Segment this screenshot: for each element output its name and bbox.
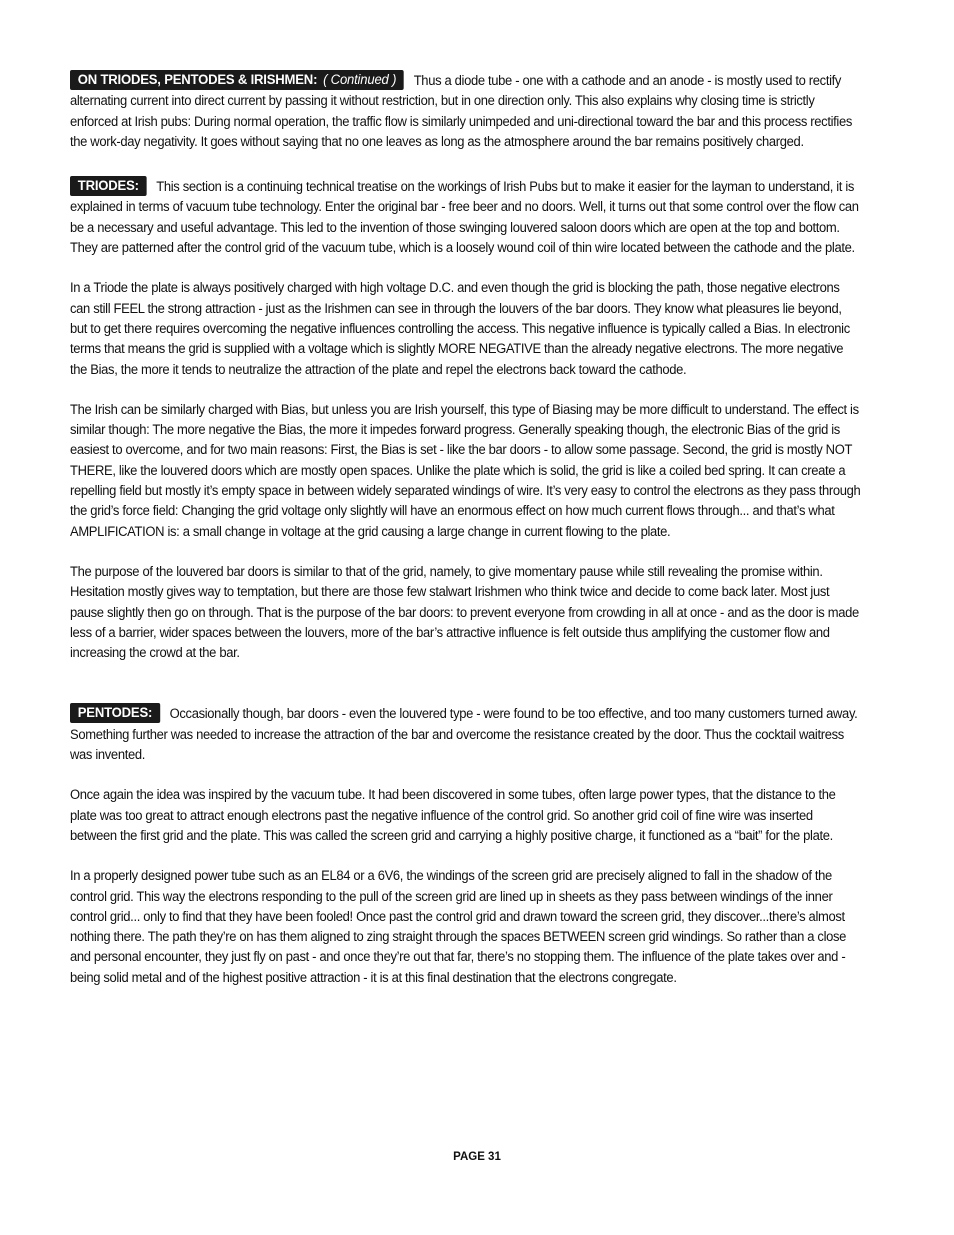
section-heading-pentodes: PENTODES: bbox=[70, 703, 160, 723]
triodes-paragraph-4: The purpose of the louvered bar doors is similar to that of the grid, namely, to give momentary pause while still revealing the promise within. Hesitation mostly gives way to temptation, but there are those few stalwart Irishmen who think twice and decide to come back later. Most just pause slightly then go on through. That is the purpose of the bar doors: to prevent everyone from crowding in all at once - and as the door is made less of a barrier, wider spaces between the louvers, more of the bar’s attractive influence is felt outside thus amplifying the customer flow and increasing the crowd at the bar. bbox=[70, 563, 859, 661]
section-heading-triodes: TRIODES: bbox=[70, 176, 147, 196]
heading-title: ON TRIODES, PENTODES & IRISHMEN: bbox=[77, 72, 318, 87]
triodes-paragraph-1 bbox=[70, 176, 861, 258]
page-body bbox=[70, 70, 885, 988]
page-number: PAGE 31 bbox=[453, 1151, 501, 1163]
heading-continued-label: ( Continued ) bbox=[323, 72, 397, 87]
pentodes-paragraph-3: In a properly designed power tube such as an EL84 or a 6V6, the windings of the screen grid are precisely aligned to fall in the shadow of the control grid. This way the electrons responding to the pull of the screen grid are lined up in sheets as they pass between windings of the inner control grid... only to find that they have been fooled! Once past the control grid and drawn toward the screen grid, they discover...there’s almost nothing there. The path they’re on has them aligned to zing straight through the spaces BETWEEN screen grid windings. So rather than a close and personal encounter, they just fly on past - and once they’re out that far, there’s no stopping them. The influence of the plate takes over and - being solid metal and of the highest positive attraction - it is at this final destination that the electrons congregate. bbox=[70, 868, 847, 985]
paragraph-text: Occasionally though, bar doors - even the louvered type - were found to be too effective, and too many customers turned away. Something further was needed to increase the attraction of the bar and overcome the resistance created by the door. Thus the cocktail waitress was invented. bbox=[70, 706, 858, 763]
intro-text: Thus a diode tube - one with a cathode and an anode - is mostly used to rectify alternating current into direct current by passing it without restriction, but in one direction only. This also explains why closing time is strictly enforced at Irish pubs: During normal operation, the traffic flow is similarly unimpeded and uni-directional toward the bar and this process rectifies the work-day negativity. It goes without saying that no one leaves as long as the atmosphere around the bar remains positively charged. bbox=[70, 73, 852, 149]
intro-paragraph bbox=[70, 70, 861, 152]
section-heading-continued bbox=[70, 70, 404, 90]
pentodes-paragraph-1 bbox=[70, 703, 861, 765]
triodes-paragraph-3: The Irish can be similarly charged with Bias, but unless you are Irish yourself, this type of Biasing may be more difficult to understand. The effect is similar though: The more negative the Bias, the more it impedes forward progress. Generally speaking though, the electronic Bias of the grid is easiest to overcome, and for two main reasons: First, the Bias is set - like the bar doors - to allow some passage. Second, the grid is mostly NOT THERE, like the louvered doors which are mostly open spaces. Unlike the plate which is solid, the grid is like a coiled bed spring. It can create a repelling field but mostly it’s empty space in between widely separated windings of wire. It’s very easy to control the electrons as they pass through the grid’s force field: Changing the grid voltage only slightly will have an enormous effect on how much current flows through... and that’s what AMPLIFICATION is: a small change in voltage at the grid causing a large change in current flowing to the plate. bbox=[70, 401, 861, 539]
pentodes-paragraph-2: Once again the idea was inspired by the vacuum tube. It had been discovered in some tubes, often large power types, that the distance to the plate was too great to attract enough electrons past the negative influence of the control grid. So another grid coil of fine wire was inserted between the first grid and the plate. This was called the screen grid and carrying a highly positive charge, it functioned as a “bait” for the plate. bbox=[70, 787, 836, 843]
triodes-paragraph-2: In a Triode the plate is always positively charged with high voltage D.C. and even though the grid is blocking the path, those negative electrons can still FEEL the strong attraction - just as the Irishmen can see in through the louvers of the bar doors. They know what pleasures lie beyond, but to get there requires overcoming the negative influences controlling the access. This negative influence is typically called a Bias. In electronic terms that means the grid is supplied with a voltage which is slightly MORE NEGATIVE than the already negative electrons. The more negative the Bias, the more it tends to neutralize the attraction of the plate and repel the electrons back toward the cathode. bbox=[70, 280, 850, 377]
paragraph-text: This section is a continuing technical treatise on the workings of Irish Pubs but to make it easier for the layman to understand, it is explained in terms of vacuum tube technology. Enter the original bar - free beer and no doors. Well, it turns out that some control over the flow can be a necessary and useful advantage. This led to the invention of those swinging louvered saloon doors which are open at the top and bottom. They are patterned after the control grid of the vacuum tube, which is a loosely wound coil of thin wire located between the cathode and the plate. bbox=[70, 179, 859, 256]
